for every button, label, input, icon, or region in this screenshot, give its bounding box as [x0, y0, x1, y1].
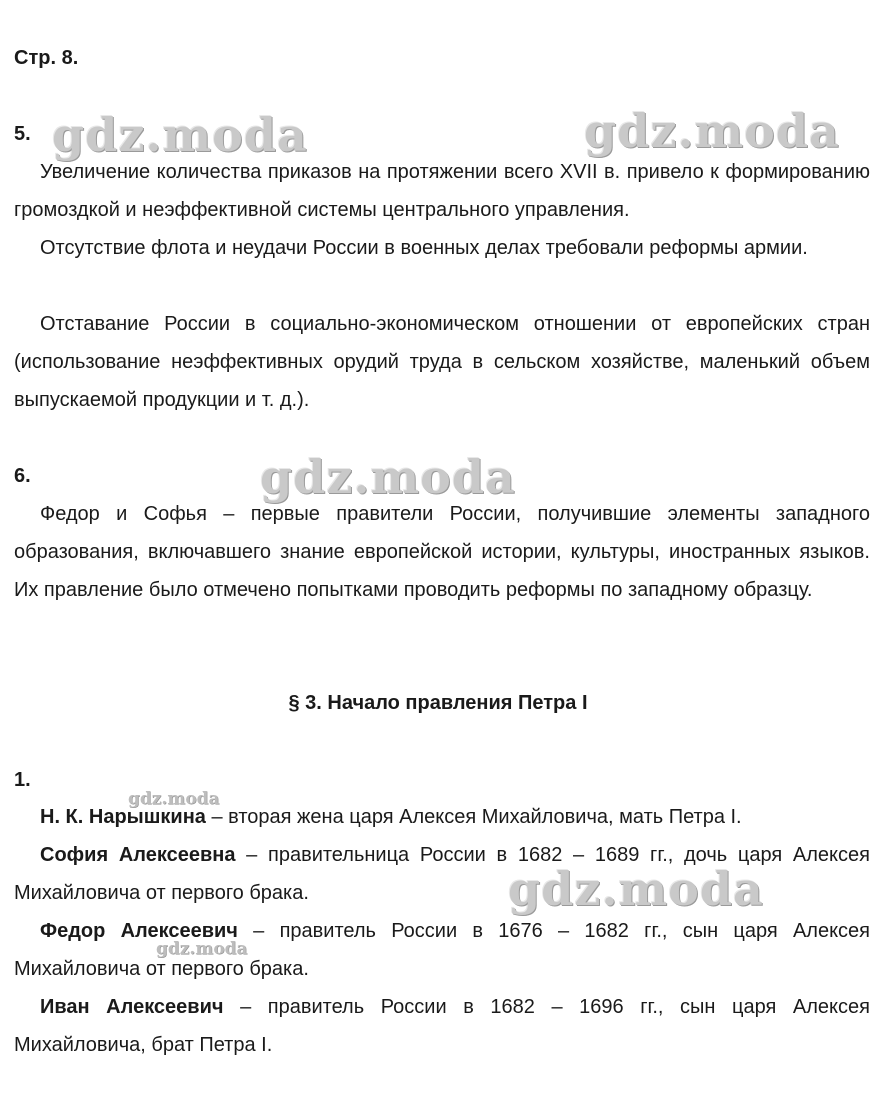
task-6-number: 6. [14, 465, 31, 487]
definition-text: вторая жена царя Алексея Михайловича, мать Петра I. [228, 806, 742, 828]
definition-term: Федор Алексеевич [40, 920, 238, 942]
watermark-logo: gdz.moda [260, 450, 516, 504]
watermark-logo: gdz.moda [584, 104, 840, 158]
task-6-paragraph-1: Федор и Софья – первые правители России, получившие элементы западного образования, включавшего знание европейской истории, культуры, иностранных языков. Их правление было отмечено попытками проводить реформы по западному образцу. [14, 503, 870, 601]
definition-text: правительница России в 1682 – 1689 гг., дочь царя Алексея Михайловича от первого брака. [14, 844, 870, 904]
definition-item [14, 988, 870, 1064]
definition-item [14, 912, 870, 988]
definition-dash: – [205, 806, 229, 828]
definition-item [14, 836, 870, 916]
section-title: § 3. Начало правления Петра I [288, 692, 588, 714]
definition-dash: – [237, 920, 280, 942]
task-5-paragraph-3: Отставание России в социально-экономическом отношении от европейских стран (использование неэффективных орудий труда в сельском хозяйстве, маленький объем выпускаемой продукции и т. д.). [14, 313, 870, 411]
definition-term: Н. К. Нарышкина [40, 806, 206, 828]
definition-item [14, 798, 870, 836]
definition-dash: – [223, 996, 268, 1018]
watermark-logo: gdz.moda [128, 789, 220, 809]
task-5-number: 5. [14, 123, 31, 145]
definition-term: София Алексеевна [40, 844, 236, 866]
task-1-number: 1. [14, 769, 31, 791]
definition-text: правитель России в 1682 – 1696 гг., сын царя Алексея Михайловича, брат Петра I. [14, 996, 870, 1056]
watermark-logo: gdz.moda [156, 939, 248, 959]
task-5-paragraph-2: Отсутствие флота и неудачи России в военных делах требовали реформы армии. [40, 237, 808, 259]
watermark-logo: gdz.moda [508, 862, 764, 916]
task-5-paragraph-1: Увеличение количества приказов на протяжении всего XVII в. привело к формированию громоздкой и неэффективной системы центрального управления. [14, 161, 870, 221]
definition-text: правитель России в 1676 – 1682 гг., сын царя Алексея Михайловича от первого брака. [14, 920, 871, 980]
watermark-logo: gdz.moda [52, 108, 308, 162]
definition-term: Иван Алексеевич [40, 996, 224, 1018]
page-label: Стр. 8. [14, 47, 79, 69]
definition-dash: – [235, 844, 268, 866]
